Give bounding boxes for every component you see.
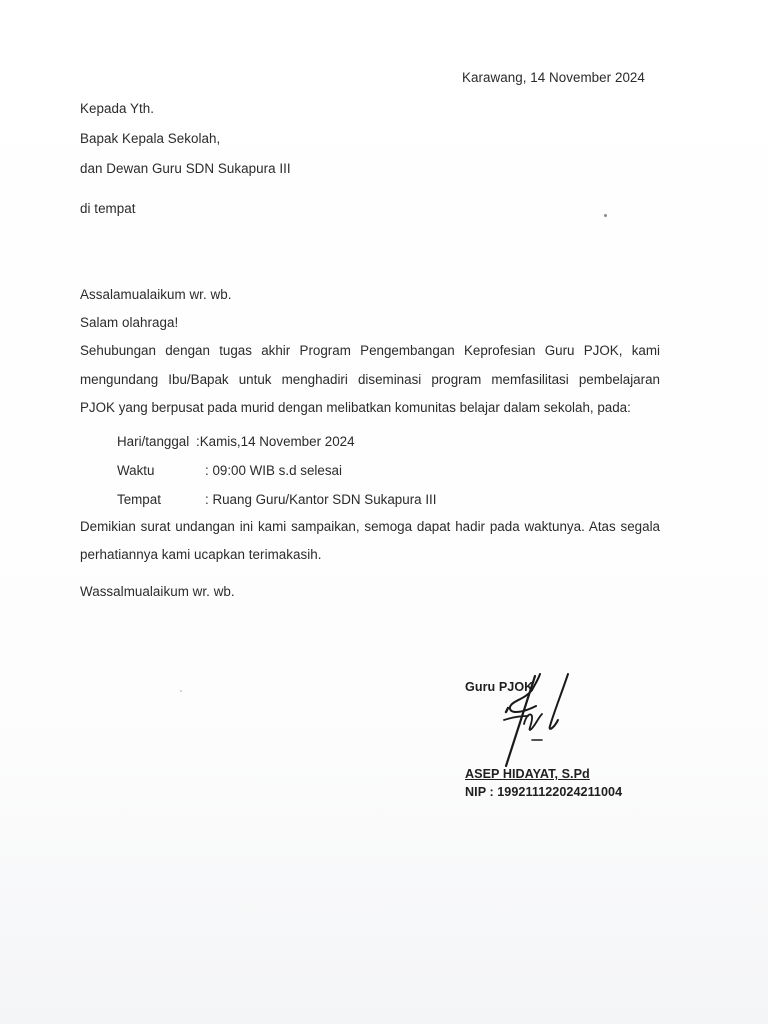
recipient-line-4: di tempat [80,201,136,216]
time-value: : 09:00 WIB s.d selesai [205,463,342,478]
recipient-line-1: Kepada Yth. [80,101,155,116]
body-line-2: mengundang Ibu/Bapak untuk menghadiri diseminasi program memfasilitasi pembelajaran [80,372,660,387]
closing-line-1: Demikian surat undangan ini kami sampaikan, semoga dapat hadir pada waktunya. Atas segala [80,519,660,534]
place-label: Tempat [117,492,161,507]
handwritten-signature [488,668,578,773]
closing-line-2: perhatiannya kami ucapkan terimakasih. [80,547,322,562]
signatory-nip: NIP : 199211122024211004 [465,785,623,799]
day-label: Hari/tanggal [117,434,190,449]
time-label: Waktu [117,463,155,478]
signatory-role: Guru PJOK [465,680,534,694]
salute: Salam olahraga! [80,315,179,330]
day-value: :Kamis,14 November 2024 [196,434,355,449]
body-line-1: Sehubungan dengan tugas akhir Program Pengembangan Keprofesian Guru PJOK, kami [80,343,660,358]
farewell: Wassalmualaikum wr. wb. [80,584,235,599]
signatory-name: ASEP HIDAYAT, S.Pd [465,767,590,781]
body-line-3: PJOK yang berpusat pada murid dengan melibatkan komunitas belajar dalam sekolah, pada: [80,400,631,415]
place-date: Karawang, 14 November 2024 [462,70,645,85]
greeting: Assalamualaikum wr. wb. [80,287,232,302]
recipient-line-2: Bapak Kepala Sekolah, [80,131,221,146]
paper-speck [180,690,182,692]
place-value: : Ruang Guru/Kantor SDN Sukapura III [205,492,437,507]
paper-speck [604,214,607,217]
recipient-line-3: dan Dewan Guru SDN Sukapura III [80,161,291,176]
